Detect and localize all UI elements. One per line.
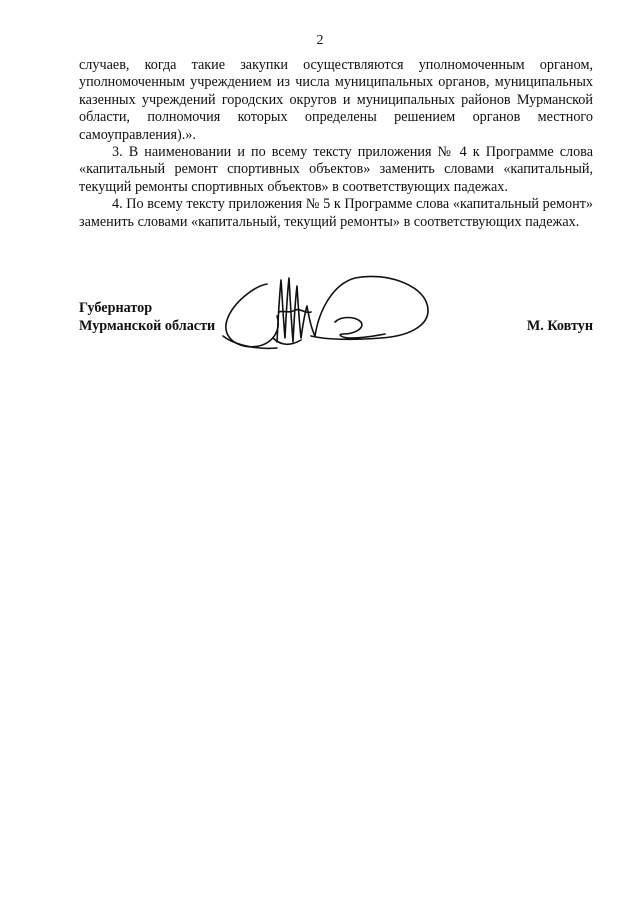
paragraph-item-4: 4. По всему тексту приложения № 5 к Программе слова «капитальный ремонт» заменить словами «капитальный, текущий ремонты» в соответствующих падежах. [79,196,593,230]
page-number: 2 [316,33,324,48]
body-text [79,57,593,231]
signature-stroke [226,284,278,347]
signatory-name: М. Ковтун [526,318,593,334]
signatory-title-line-2: Мурманской области [79,318,216,334]
signature-stroke [311,276,428,339]
handwritten-signature [215,262,445,362]
paragraph-continuation: случаев, когда такие закупки осуществляются уполномоченным органом, уполномоченным учреждением из числа муниципальных органов, муниципальных казенных учреждений городских округов и муниципальных районов Мурманской области, полномочия которых определены решением органов местного самоуправления).». [79,57,593,143]
paragraph-item-3: 3. В наименовании и по всему тексту приложения № 4 к Программе слова «капитальный ремонт спортивных объектов» заменить словами «капитальный, текущий ремонты спортивных объектов» в соответствующих падежах. [79,144,593,195]
signatory-title [79,299,215,335]
signature-stroke [335,318,385,339]
signatory-title-line-1: Губернатор [79,300,153,316]
